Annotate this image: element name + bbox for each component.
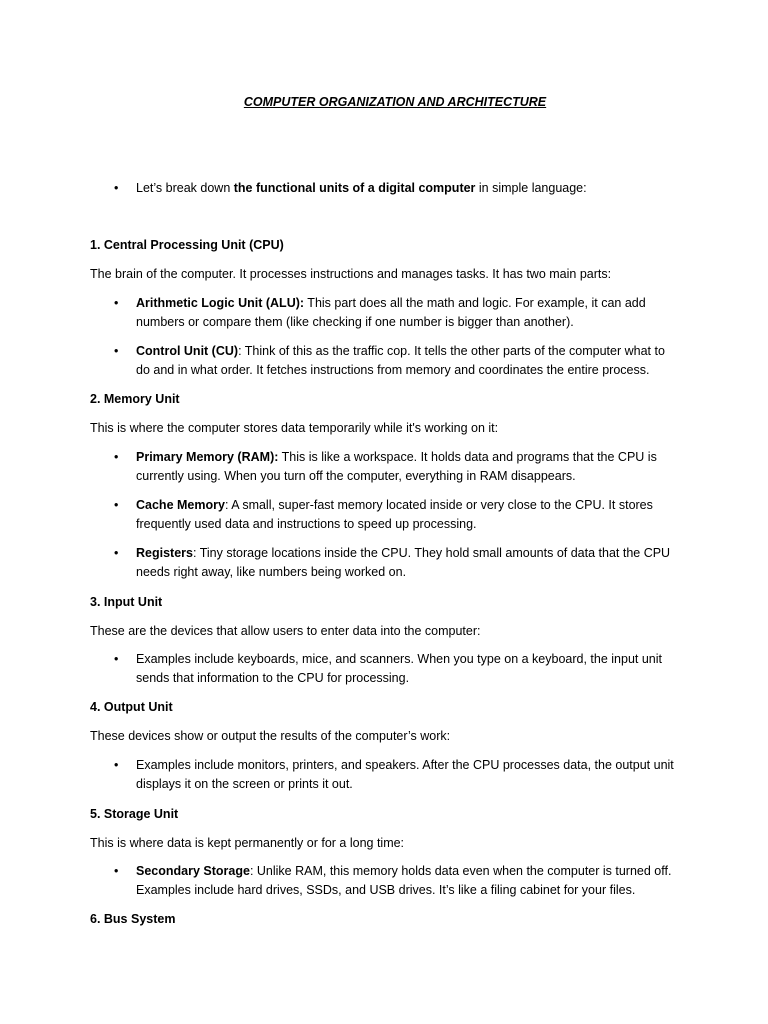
list-item: • Examples include keyboards, mice, and scanners. When you type on a keyboard, the input unit sends that information to the CPU for processing. — [114, 652, 662, 685]
list-item: • Examples include monitors, printers, and speakers. After the CPU processes data, the output unit displays it on the screen or prints it out. — [114, 758, 674, 791]
list-item: • Registers: Tiny storage locations inside the CPU. They hold small amounts of data that the CPU needs right away, like numbers being worked on. — [114, 546, 671, 579]
list-item: • Secondary Storage: Unlike RAM, this memory holds data even when the computer is turned off. Examples include hard drives, SSDs, and USB drives. It’s like a filing cabinet for your files. — [114, 864, 672, 897]
intro-text: Let’s break down the functional units of a digital computer in simple language: — [136, 181, 587, 195]
document-title: COMPUTER ORGANIZATION AND ARCHITECTURE — [243, 95, 547, 109]
intro-bullet — [114, 179, 674, 198]
section-heading-memory: 2. Memory Unit — [90, 392, 180, 406]
bullet-icon: • — [114, 296, 119, 310]
section-desc-output: These devices show or output the results of the computer’s work: — [90, 729, 451, 743]
section-heading-bus: 6. Bus System — [90, 912, 176, 926]
section-desc-storage: This is where data is kept permanently or for a long time: — [90, 836, 405, 850]
bullet-icon: • — [114, 181, 119, 195]
bullet-icon: • — [114, 498, 119, 512]
section-desc-cpu: The brain of the computer. It processes instructions and manages tasks. It has two main parts: — [90, 267, 612, 281]
list-item: • Primary Memory (RAM): This is like a workspace. It holds data and programs that the CPU is currently using. When you turn off the computer, everything in RAM disappears. — [114, 450, 657, 483]
bullet-icon: • — [114, 652, 119, 666]
section-heading-storage: 5. Storage Unit — [90, 807, 179, 821]
bullet-icon: • — [114, 344, 119, 358]
section-heading-input: 3. Input Unit — [90, 595, 163, 609]
list-item: • Arithmetic Logic Unit (ALU): This part does all the math and logic. For example, it can add numbers or compare them (like checking if one number is bigger than another). — [114, 296, 646, 329]
section-desc-input: These are the devices that allow users to enter data into the computer: — [90, 624, 481, 638]
list-item: • Cache Memory: A small, super-fast memory located inside or very close to the CPU. It stores frequently used data and instructions to speed up processing. — [114, 498, 653, 531]
section-heading-cpu: 1. Central Processing Unit (CPU) — [90, 238, 284, 252]
list-item: • Control Unit (CU): Think of this as the traffic cop. It tells the other parts of the computer what to do and in what order. It fetches instructions from memory and coordinates the entire process. — [114, 344, 665, 377]
bullet-icon: • — [114, 864, 119, 878]
section-desc-memory: This is where the computer stores data temporarily while it's working on it: — [90, 421, 499, 435]
bullet-icon: • — [114, 758, 119, 772]
section-heading-output: 4. Output Unit — [90, 700, 173, 714]
bullet-icon: • — [114, 546, 119, 560]
bullet-icon: • — [114, 450, 119, 464]
